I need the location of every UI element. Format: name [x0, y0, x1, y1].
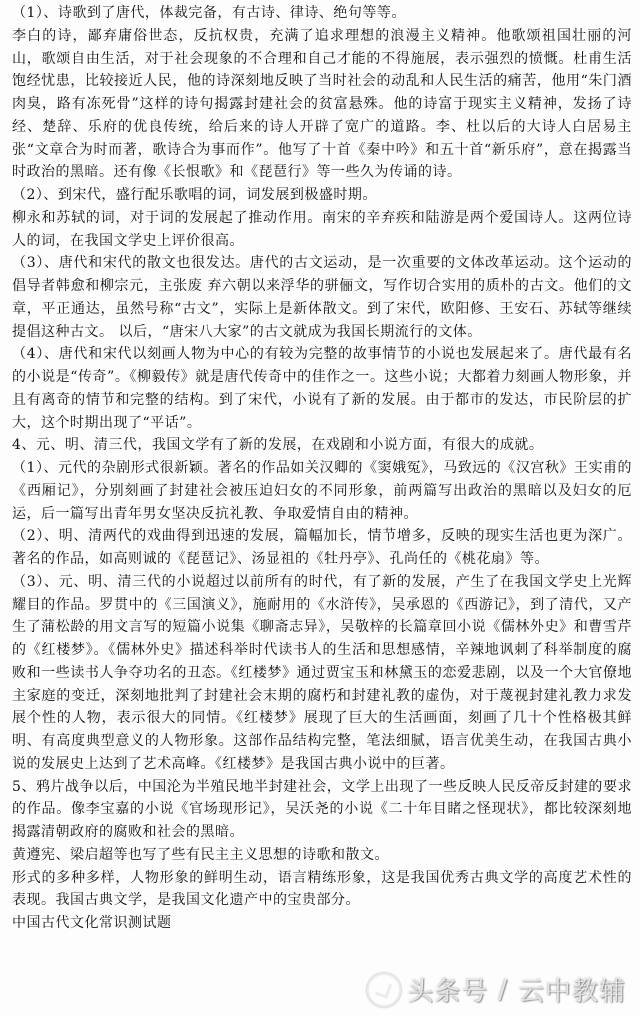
paragraph-summary: 形式的多种多样，人物形象的鲜明生动，语言精练形象，这是我国优秀古典文学的高度艺术性的表现。我国古典文学，是我国文化遗产中的宝贵部分。 — [12, 869, 632, 909]
paragraph-song-ci-heading: （2）、到宋代，盛行配乐歌唱的词，词发展到极盛时期。 — [12, 187, 377, 203]
paragraph-ming-qing-novels: （3）、元、明、清三代的小说超过以前所有的时代，有了新的发展，产生了在我国文学史上光辉耀目的作品。罗贯中的《三国演义》，施耐用的《水浒传》，吴承恩的《西游记》，到了清代，又产生了蒲松龄的用文言写的短篇小说集《聊斋志异》，吴敬梓的长篇章回小说《儒林外史》和曹雪芹的《红楼梦》。《儒林外史》描述科举时代读书人的生活和思想感情，辛辣地讽刺了科举制度的腐败和一些读书人争夺功名的丑态。《红楼梦》通过贾宝玉和林黛玉的恋爱悲剧，以及一个大官僚地主家庭的变迁，深刻地批判了封建社会末期的腐朽和封建礼教的虚伪，对于蔑视封建礼教力求发展个性的人物，表示很大的同情。《红楼梦》展现了巨大的生活画面，刻画了几十个性格极其鲜明、有高度典型意义的人物形象。这部作品结构完整，笔法细腻，语言优美生动，在我国古典小说的发展史上达到了艺术高峰。《红楼梦》是我国古典小说中的巨著。 — [12, 573, 632, 772]
paragraph-ming-qing-drama: （2）、明、清两代的戏曲得到迅速的发展，篇幅加长，情节增多，反映的现实生活也更为深广。著名的作品，如高则诚的《琵琶记》、汤显祖的《牡丹亭》、孔尚任的《桃花扇》等。 — [12, 528, 632, 567]
paragraph-tang-song-fiction: （4）、唐代和宋代以刻画人物为中心的有较为完整的故事情节的小说也发展起来了。唐代最有名的小说是“传奇”。《柳毅传》就是唐代传奇中的佳作之一。这些小说；大都着力刻画人物形象，并且有离奇的情节和完整的结构。到了宋代，小说有了新的发展。由于都市的发达，市民阶层的扩大，这个时期出现了“平话”。 — [12, 346, 632, 431]
paragraph-liu-yong-su-shi: 柳永和苏轼的词，对于词的发展起了推动作用。南宋的辛弃疾和陆游是两个爱国诗人。这两位诗人的词，在我国文学史上评价很高。 — [12, 209, 632, 249]
paragraph-li-bai-du-fu: 李白的诗，鄙弃庸俗世态，反抗权贵，充满了追求理想的浪漫主义精神。他歌颂祖国壮丽的河山，歌颂自由生活，对于社会现象的不合理和自己才能的不得施展，表示强烈的愤慨。杜甫生活饱经忧患，比较接近人民，他的诗深刻地反映了当时社会的动乱和人民生活的痛苦，他用“朱门酒肉臭，路有冻死骨”这样的诗句揭露封建社会的贫富悬殊。他的诗富于现实主义精神，发扬了诗经、楚辞、乐府的优良传统，给后来的诗人开辟了宽广的道路。李、杜以后的大诗人白居易主张“文章合为时而著，歌诗合为事而作”。他写了十首《秦中吟》和五十首“新乐府”，意在揭露当时政治的黑暗。还有像《长恨歌》和《琵琶行》等一些久为传诵的诗。 — [12, 27, 632, 181]
watermark-platform: 头条号 — [407, 977, 489, 1007]
watermark-separator: / — [498, 974, 508, 1005]
paragraph-opium-war: 5、鸦片战争以后，中国沦为半殖民地半封建社会，文学上出现了一些反映人民反帝反封建的要求的作品。像李宝嘉的小说《官场现形记》，吴沃尧的小说《二十年目睹之怪现状》，都比较深刻地揭露清朝政府的腐败和社会的黑暗。 — [12, 778, 632, 840]
paragraph-tang-poetry-heading: （1）、诗歌到了唐代，体裁完备，有古诗、律诗、绝句等等。 — [12, 5, 406, 21]
paragraph-tang-song-prose: （3）、唐代和宋代的散文也很发达。唐代的古文运动，是一次重要的文体改革运动。这个运动的倡导者韩愈和柳宗元，主张废 弃六朝以来浮华的骈俪文，写作切合实用的质朴的古文。他们的文章，平正通达，虽然号称“古文”，实际上是新体散文。到了宋代，欧阳修、王安石、苏轼等继续提倡这种古文。 以后，“唐宋八大家”的古文就成为我国长期流行的文体。 — [12, 255, 632, 340]
paragraph-yuan-zaju: （1）、元代的杂剧形式很新颖。著名的作品如关汉卿的《窦娥冤》，马致远的《汉宫秋》王实甫的《西厢记》，分别刻画了封建社会被压迫妇女的不同形象，前两篇写出政治的黑暗以及妇女的厄运，后一篇写出青年男女坚决反抗礼教、争取爱情自由的精神。 — [12, 460, 632, 522]
paragraph-huang-liang: 黄遵宪、梁启超等也写了些有民主主义思想的诗歌和散文。 — [12, 846, 389, 863]
watermark-account: 云中教辅 — [517, 977, 626, 1007]
paragraph-test-title: 中国古代文化常识测试题 — [12, 915, 172, 931]
paragraph-yuan-ming-qing-heading: 4、元、明、清三代，我国文学有了新的发展，在戏剧和小说方面，有很大的成就。 — [12, 437, 544, 454]
